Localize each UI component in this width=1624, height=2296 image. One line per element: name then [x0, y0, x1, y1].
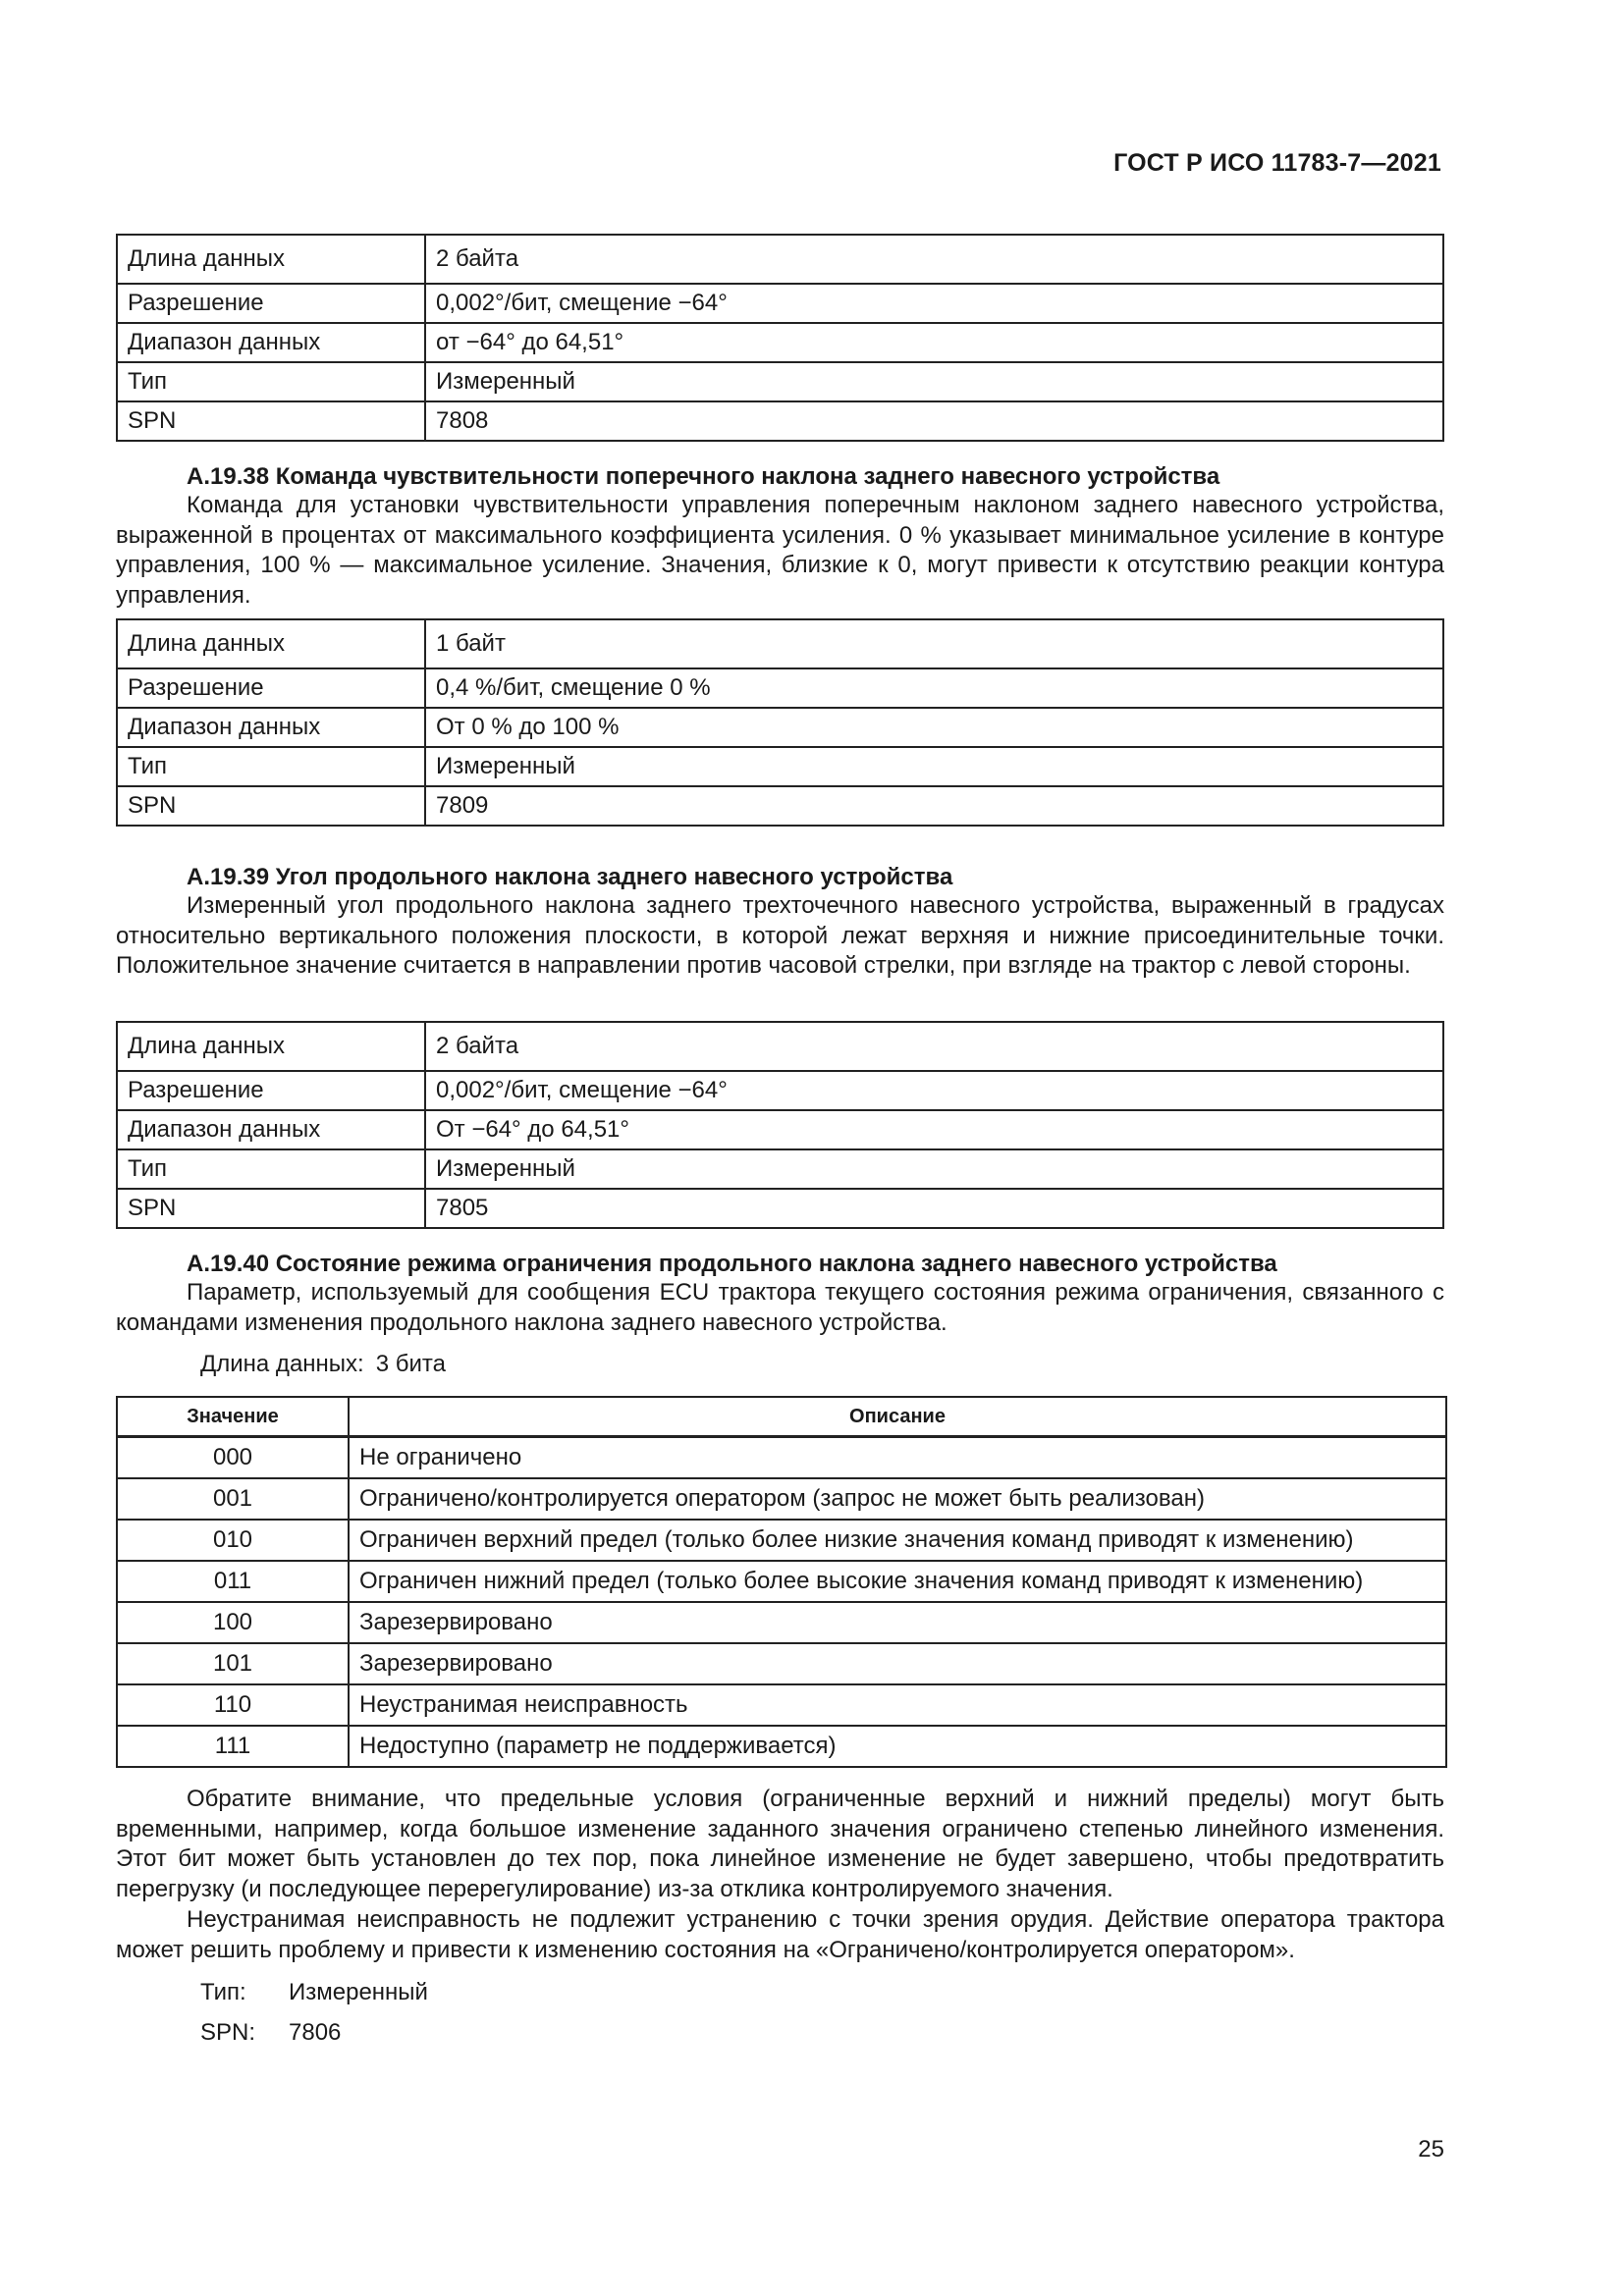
row-value: от −64° до 64,51°	[425, 323, 1443, 362]
value-description: Зарезервировано	[349, 1602, 1446, 1643]
row-label: Разрешение	[117, 284, 425, 323]
spn-line	[200, 2019, 341, 2047]
row-value: 0,002°/бит, смещение −64°	[425, 1071, 1443, 1110]
row-value: От −64° до 64,51°	[425, 1110, 1443, 1149]
table-row	[117, 401, 1443, 441]
row-value: 1 байт	[425, 619, 1443, 668]
note-paragraph-2: Неустранимая неисправность не подлежит устранению с точки зрения орудия. Действие оператора трактора может решить проблему и привести к изменению состояния на «Ограничено/контролируется оператором».	[116, 1906, 1444, 1963]
parameter-table-2	[116, 618, 1444, 827]
data-length-line	[200, 1351, 446, 1378]
row-label: Разрешение	[117, 668, 425, 708]
section-text-a1939: Измеренный угол продольного наклона заднего трехточечного навесного устройства, выраженный в градусах относительно вертикального положения плоскости, в которой лежат верхняя и нижние присоединительные точки. Положительное значение считается в направлении против часовой стрелки, при взгляде на трактор с левой стороны.	[116, 892, 1444, 979]
section-title-a1939: А.19.39 Угол продольного наклона заднего навесного устройства	[187, 864, 953, 890]
row-label: SPN	[117, 786, 425, 826]
row-value: Измеренный	[425, 362, 1443, 401]
table-row	[117, 284, 1443, 323]
table-row	[117, 1071, 1443, 1110]
table-row	[117, 1149, 1443, 1189]
table-row	[117, 747, 1443, 786]
section-title-a1940: А.19.40 Состояние режима ограничения продольного наклона заднего навесного устройства	[187, 1251, 1277, 1277]
row-label: Тип	[117, 362, 425, 401]
row-label: Диапазон данных	[117, 1110, 425, 1149]
parameter-table-1	[116, 234, 1444, 442]
table-row	[117, 786, 1443, 826]
value-code: 100	[117, 1602, 349, 1643]
note-paragraph-1: Обратите внимание, что предельные условия (ограниченные верхний и нижний пределы) могут быть временными, например, когда большое изменение заданного значения ограничено степенью линейного изменения. Этот бит может быть установлен до тех пор, пока линейное изменение не будет завершено, чтобы предотвратить перегрузку (и последующее перерегулирование) из-за отклика контролируемого значения.	[116, 1786, 1444, 1902]
row-label: Длина данных	[117, 1022, 425, 1071]
section-title-a1938: А.19.38 Команда чувствительности поперечного наклона заднего навесного устройства	[187, 463, 1220, 490]
table-row	[117, 235, 1443, 284]
table-row	[117, 1110, 1443, 1149]
value-code: 111	[117, 1726, 349, 1767]
row-label: Тип	[117, 747, 425, 786]
table-row	[117, 362, 1443, 401]
parameter-table-3	[116, 1021, 1444, 1229]
value-code: 001	[117, 1478, 349, 1520]
table-row	[117, 1561, 1446, 1602]
table-row	[117, 1437, 1446, 1479]
value-code: 010	[117, 1520, 349, 1561]
table-row	[117, 1643, 1446, 1684]
spn-value: 7806	[289, 2019, 342, 2046]
row-value: 0,4 %/бит, смещение 0 %	[425, 668, 1443, 708]
table-row	[117, 1189, 1443, 1228]
value-description: Недоступно (параметр не поддерживается)	[349, 1726, 1446, 1767]
row-label: SPN	[117, 1189, 425, 1228]
value-description: Ограничен нижний предел (только более высокие значения команд приводят к изменению)	[349, 1561, 1446, 1602]
table-row	[117, 1602, 1446, 1643]
table-header-row	[117, 1397, 1446, 1437]
value-description: Зарезервировано	[349, 1643, 1446, 1684]
row-value: 2 байта	[425, 235, 1443, 284]
value-description: Не ограничено	[349, 1437, 1446, 1479]
section-text-a1940: Параметр, используемый для сообщения ECU трактора текущего состояния режима ограничения, связанного с командами изменения продольного наклона заднего навесного устройства.	[116, 1279, 1444, 1336]
value-code: 000	[117, 1437, 349, 1479]
table-row	[117, 668, 1443, 708]
section-text-a1938: Команда для установки чувствительности управления поперечным наклоном заднего навесного устройства, выраженной в процентах от максимального коэффициента усиления. 0 % указывает минимальное усиление в контуре управления, 100 % — максимальное усиление. Значения, близкие к 0, могут привести к отсутствию реакции контура управления.	[116, 492, 1444, 609]
row-label: Диапазон данных	[117, 323, 425, 362]
value-code: 101	[117, 1643, 349, 1684]
table-row	[117, 1520, 1446, 1561]
table-row	[117, 708, 1443, 747]
value-description: Неустранимая неисправность	[349, 1684, 1446, 1726]
data-length-label: Длина данных:	[200, 1351, 364, 1377]
table-row	[117, 619, 1443, 668]
value-code: 110	[117, 1684, 349, 1726]
row-value: 7805	[425, 1189, 1443, 1228]
document-code-header: ГОСТ Р ИСО 11783-7—2021	[1113, 149, 1441, 177]
row-label: Длина данных	[117, 619, 425, 668]
row-value: 7809	[425, 786, 1443, 826]
header-code: Значение	[117, 1397, 349, 1437]
type-value: Измеренный	[289, 1979, 428, 2005]
value-code: 011	[117, 1561, 349, 1602]
row-label: Тип	[117, 1149, 425, 1189]
row-value: Измеренный	[425, 1149, 1443, 1189]
header-description: Описание	[349, 1397, 1446, 1437]
state-values-table	[116, 1396, 1447, 1768]
page-number: 25	[1418, 2136, 1444, 2163]
row-value: Измеренный	[425, 747, 1443, 786]
type-line	[200, 1979, 428, 2006]
row-label: Разрешение	[117, 1071, 425, 1110]
data-length-value: 3 бита	[375, 1351, 446, 1377]
value-description: Ограничен верхний предел (только более низкие значения команд приводят к изменению)	[349, 1520, 1446, 1561]
type-label: Тип:	[200, 1979, 246, 2005]
value-description: Ограничено/контролируется оператором (запрос не может быть реализован)	[349, 1478, 1446, 1520]
table-row	[117, 1022, 1443, 1071]
row-value: 7808	[425, 401, 1443, 441]
table-row	[117, 323, 1443, 362]
row-label: Диапазон данных	[117, 708, 425, 747]
table-row	[117, 1684, 1446, 1726]
table-row	[117, 1478, 1446, 1520]
spn-label: SPN:	[200, 2019, 256, 2046]
row-value: 0,002°/бит, смещение −64°	[425, 284, 1443, 323]
row-value: От 0 % до 100 %	[425, 708, 1443, 747]
row-value: 2 байта	[425, 1022, 1443, 1071]
row-label: SPN	[117, 401, 425, 441]
row-label: Длина данных	[117, 235, 425, 284]
table-row	[117, 1726, 1446, 1767]
